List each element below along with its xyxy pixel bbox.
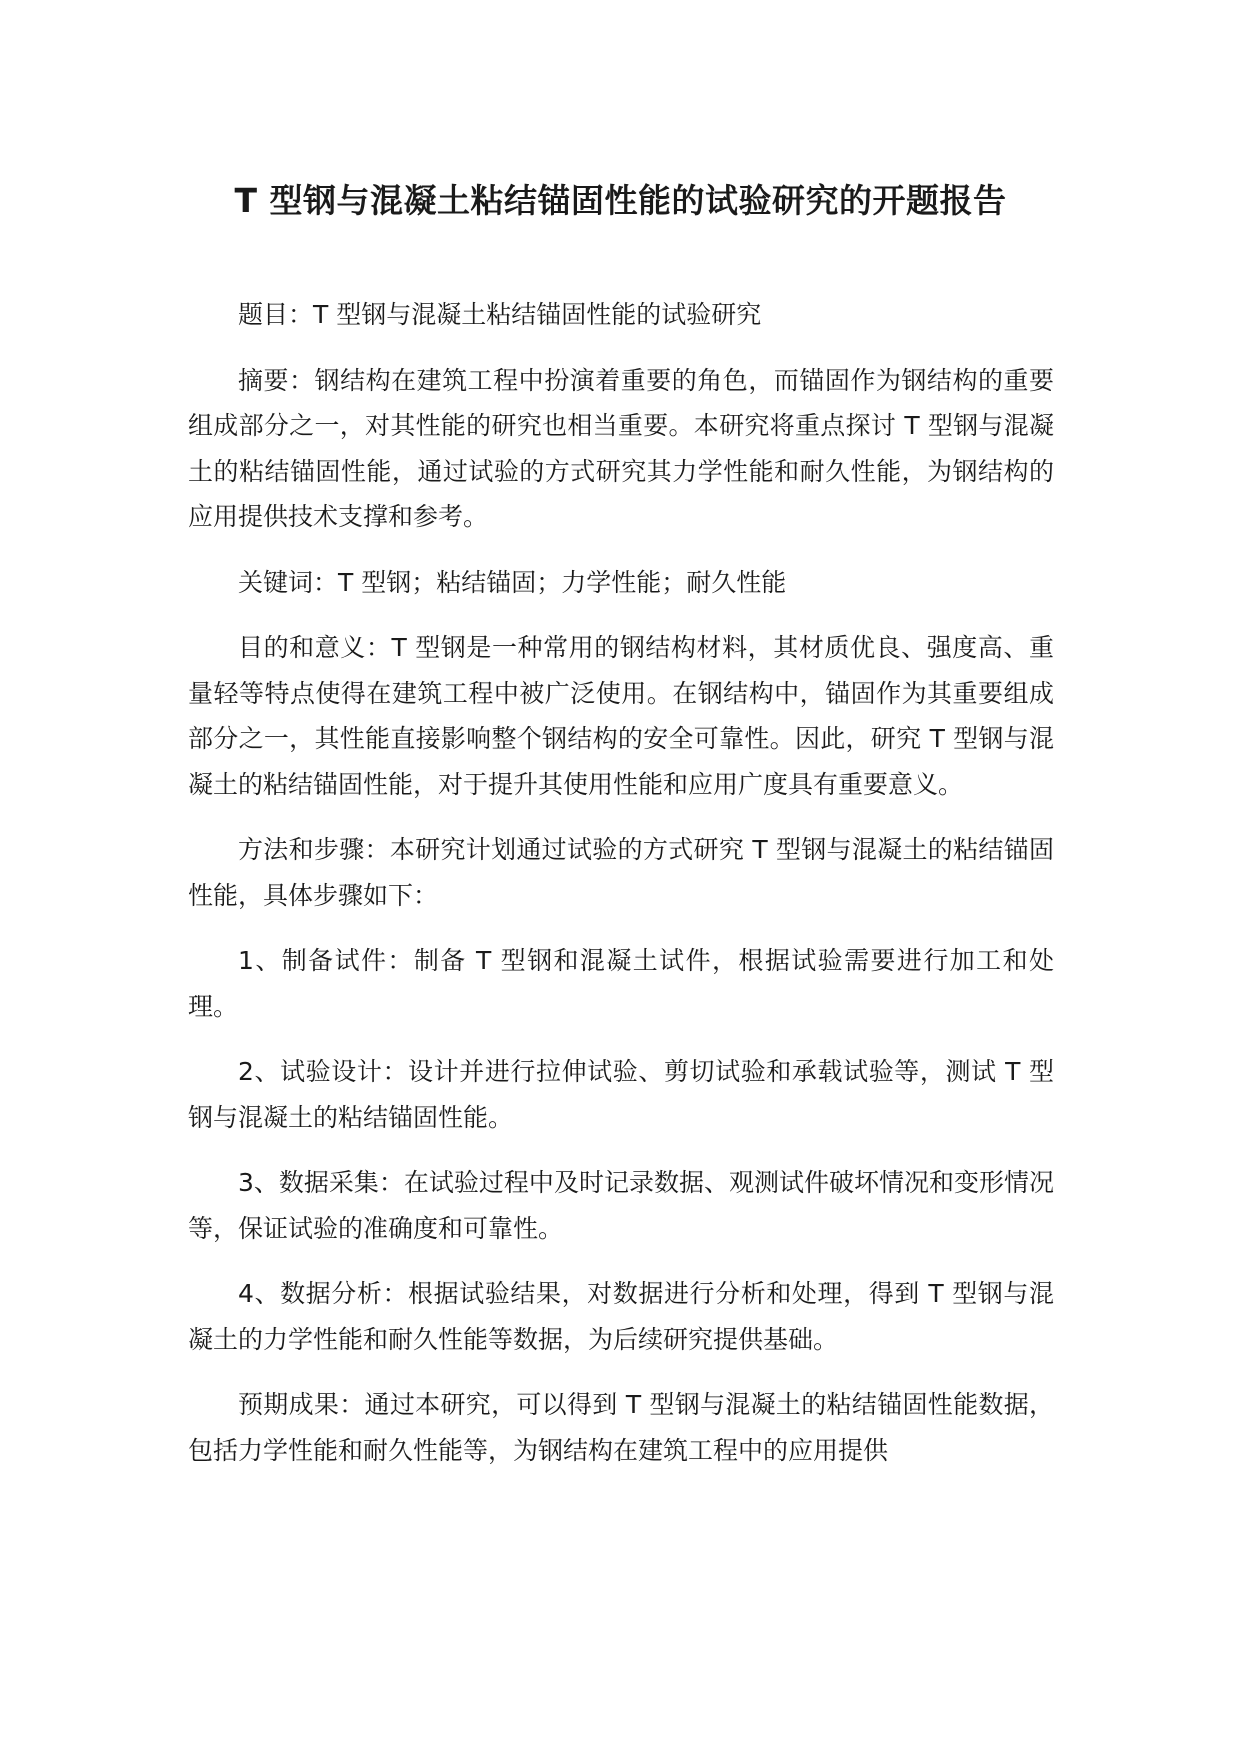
- document-title: T 型钢与混凝土粘结锚固性能的试验研究的开题报告: [234, 181, 1007, 220]
- paragraph-abstract: 摘要：钢结构在建筑工程中扮演着重要的角色，而锚固作为钢结构的重要组成部分之一，对其性能的研究也相当重要。本研究将重点探讨 T 型钢与混凝土的粘结锚固性能，通过试验的方式研究其力学性能和耐久性能，为钢结构的应用提供技术支撑和参考。: [188, 365, 1054, 531]
- paragraph-methods: 方法和步骤：本研究计划通过试验的方式研究 T 型钢与混凝土的粘结锚固性能，具体步骤如下：: [188, 835, 1054, 910]
- paragraph-expected-results: 预期成果：通过本研究，可以得到 T 型钢与混凝土的粘结锚固性能数据，包括力学性能和耐久性能等，为钢结构在建筑工程中的应用提供: [188, 1390, 1054, 1465]
- paragraph-step-1: 1、制备试件：制备 T 型钢和混凝土试件，根据试验需要进行加工和处理。: [188, 946, 1054, 1021]
- paragraph-topic: 题目：T 型钢与混凝土粘结锚固性能的试验研究: [238, 300, 762, 329]
- paragraph-keywords: 关键词：T 型钢；粘结锚固；力学性能；耐久性能: [238, 567, 787, 597]
- paragraph-step-3: 3、数据采集：在试验过程中及时记录数据、观测试件破坏情况和变形情况等，保证试验的准确度和可靠性。: [188, 1168, 1054, 1243]
- paragraph-step-2: 2、试验设计：设计并进行拉伸试验、剪切试验和承载试验等，测试 T 型钢与混凝土的粘结锚固性能。: [188, 1057, 1054, 1132]
- paragraph-step-4: 4、数据分析：根据试验结果，对数据进行分析和处理，得到 T 型钢与混凝土的力学性能和耐久性能等数据，为后续研究提供基础。: [188, 1279, 1054, 1354]
- document-body: [188, 292, 1054, 1493]
- paragraph-purpose: 目的和意义：T 型钢是一种常用的钢结构材料，其材质优良、强度高、重量轻等特点使得在建筑工程中被广泛使用。在钢结构中，锚固作为其重要组成部分之一，其性能直接影响整个钢结构的安全可靠性。因此，研究 T 型钢与混凝土的粘结锚固性能，对于提升其使用性能和应用广度具有重要意义。: [188, 633, 1054, 799]
